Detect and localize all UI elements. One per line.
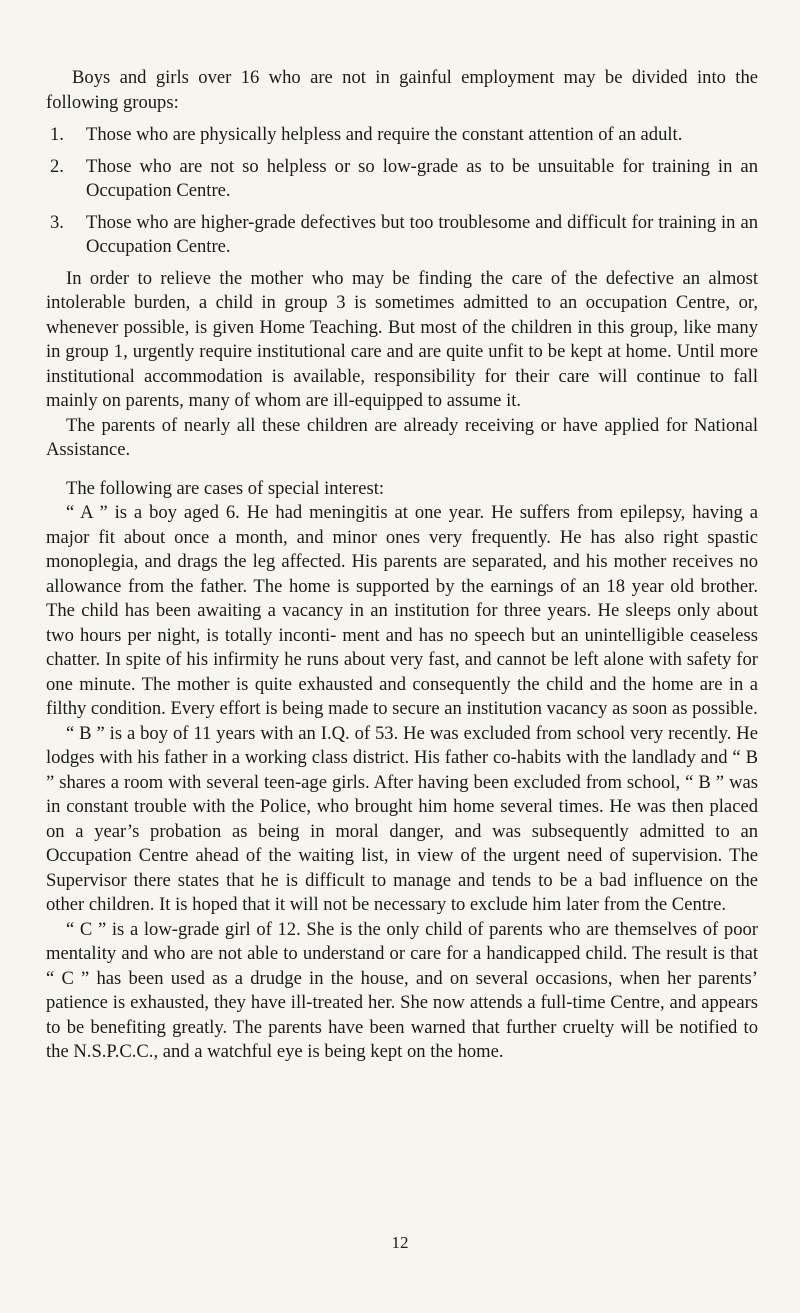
list-item bbox=[46, 155, 758, 204]
list-item bbox=[46, 123, 758, 148]
page-number: 12 bbox=[391, 1233, 409, 1252]
list-item-text: Those who are not so helpless or so low-grade as to be unsuitable for training in an Occupation Centre. bbox=[86, 155, 758, 201]
list-item-number: 1. bbox=[50, 124, 64, 145]
list-item-number: 2. bbox=[50, 155, 64, 177]
intro-paragraph: Boys and girls over 16 who are not in gainful employment may be divided into the following groups: bbox=[46, 67, 758, 113]
list-item-text: Those who are higher-grade defectives but too troublesome and difficult for training in an Occupation Centre. bbox=[86, 211, 758, 257]
case-c-paragraph: “ C ” is a low-grade girl of 12. She is the only child of parents who are themselves of poor mentality and who are not able to understand or care for a handicapped child. The result is that “ C ” has been used as a drudge in the house, and on several occasions, when her parents’ patience is exhausted, they have ill-treated her. She now attends a full-time Centre, and appears to be benefiting greatly. The parents have been warned that further cruelty will be notified to the N.S.P.C.C., and a watchful eye is being kept on the home. bbox=[46, 918, 758, 1062]
cases-intro-paragraph: The following are cases of special interest: bbox=[66, 477, 385, 499]
case-a-paragraph: “ A ” is a boy aged 6. He had meningitis at one year. He suffers from epilepsy, having a major fit about once a month, and minor ones very frequently. He has also right spastic monoplegia, and drags the leg affected. His parents are separated, and his mother receives no allowance from the father. The home is supported by the earnings of an 18 year old brother. The child has been awaiting a vacancy in an institution for three years. He sleeps only about two hours per night, is totally inconti- ment and has no speech but an unintelligible ceaseless chatter. In spite of his infirmity he runs about very fast, and cannot be left alone with safety for one minute. The mother is quite exhausted and consequently the child and the home are in a filthy condition. Every effort is being made to secure an institution vacancy as soon as possible. bbox=[46, 502, 758, 719]
list-item-number: 3. bbox=[50, 211, 64, 233]
case-b-paragraph: “ B ” is a boy of 11 years with an I.Q. of 53. He was excluded from school very recently. He lodges with his father in a working class district. His father co-habits with the landlady and “ B ” shares a room with several teen-age girls. After having been excluded from school, “ B ” was in constant trouble with the Police, who brought him home several times. He was then placed on a year’s probation as being in moral danger, and was subsequently admitted to an Occupation Centre ahead of the waiting list, in view of the urgent need of supervision. The Supervisor there states that he is difficult to manage and tends to be a bad influence on the other children. It is hoped that it will not be necessary to exclude him later from the Centre. bbox=[46, 722, 758, 915]
parents-paragraph: The parents of nearly all these children are already receiving or have applied for National Assistance. bbox=[46, 414, 758, 460]
groups-list bbox=[46, 123, 758, 260]
document-body bbox=[46, 66, 758, 1065]
list-item-text: Those who are physically helpless and require the constant attention of an adult. bbox=[86, 124, 683, 145]
list-item bbox=[46, 211, 758, 260]
relief-paragraph: In order to relieve the mother who may be finding the care of the defective an almost intolerable burden, a child in group 3 is sometimes admitted to an occupation Centre, or, whenever possible, is given Home Teaching. But most of the children in this group, like many in group 1, urgently require institutional care and are quite unfit to be kept at home. Until more institutional accommodation is available, responsibility for their care will continue to fall mainly on parents, many of whom are ill-equipped to assume it. bbox=[46, 267, 758, 411]
